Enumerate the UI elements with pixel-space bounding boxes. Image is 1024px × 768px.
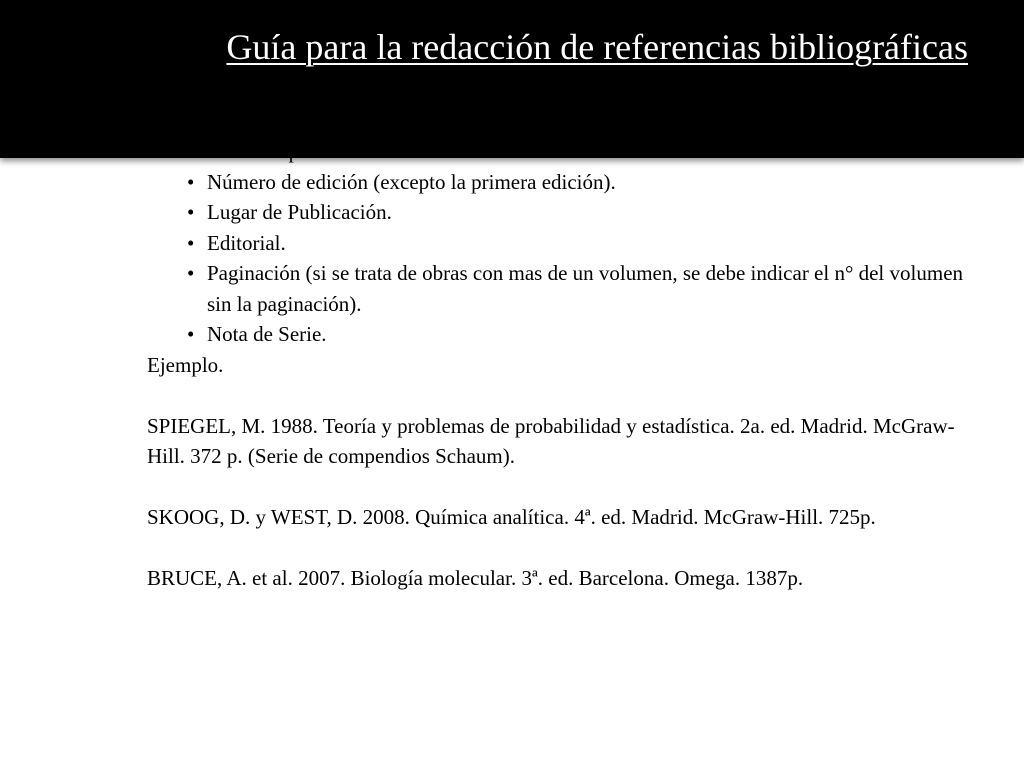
reference-bruce: BRUCE, A. et al. 2007. Biología molecular. 3ª. ed. Barcelona. Omega. 1387p. xyxy=(147,566,804,590)
bullet-item-serie: • Nota de Serie. xyxy=(207,319,967,350)
title-bar xyxy=(0,0,1024,158)
reference-spiegel: SPIEGEL, M. 1988. Teoría y problemas de probabilidad y estadística. 2a. ed. Madrid. McGraw-Hill. 372 p. (Serie de compendios Schaum). xyxy=(147,413,955,468)
example-label: Ejemplo. xyxy=(147,352,224,377)
bullet-item-paginacion: • Paginación (si se trata de obras con mas de un volumen, se debe indicar el n° del volumen sin la paginación). xyxy=(207,258,967,319)
bullet-item-lugar: • Lugar de Publicación. xyxy=(207,197,967,228)
bullet-item-editorial: • Editorial. xyxy=(207,228,967,259)
slide-body xyxy=(147,136,967,594)
bullet-item-edicion: • Número de edición (excepto la primera edición). xyxy=(207,167,967,198)
reference-skoog: SKOOG, D. y WEST, D. 2008. Química analítica. 4ª. ed. Madrid. McGraw-Hill. 725p. xyxy=(147,505,876,529)
bullet-list xyxy=(147,136,967,350)
slide-title: Guía para la redacción de referencias bibliográficas xyxy=(226,27,968,67)
